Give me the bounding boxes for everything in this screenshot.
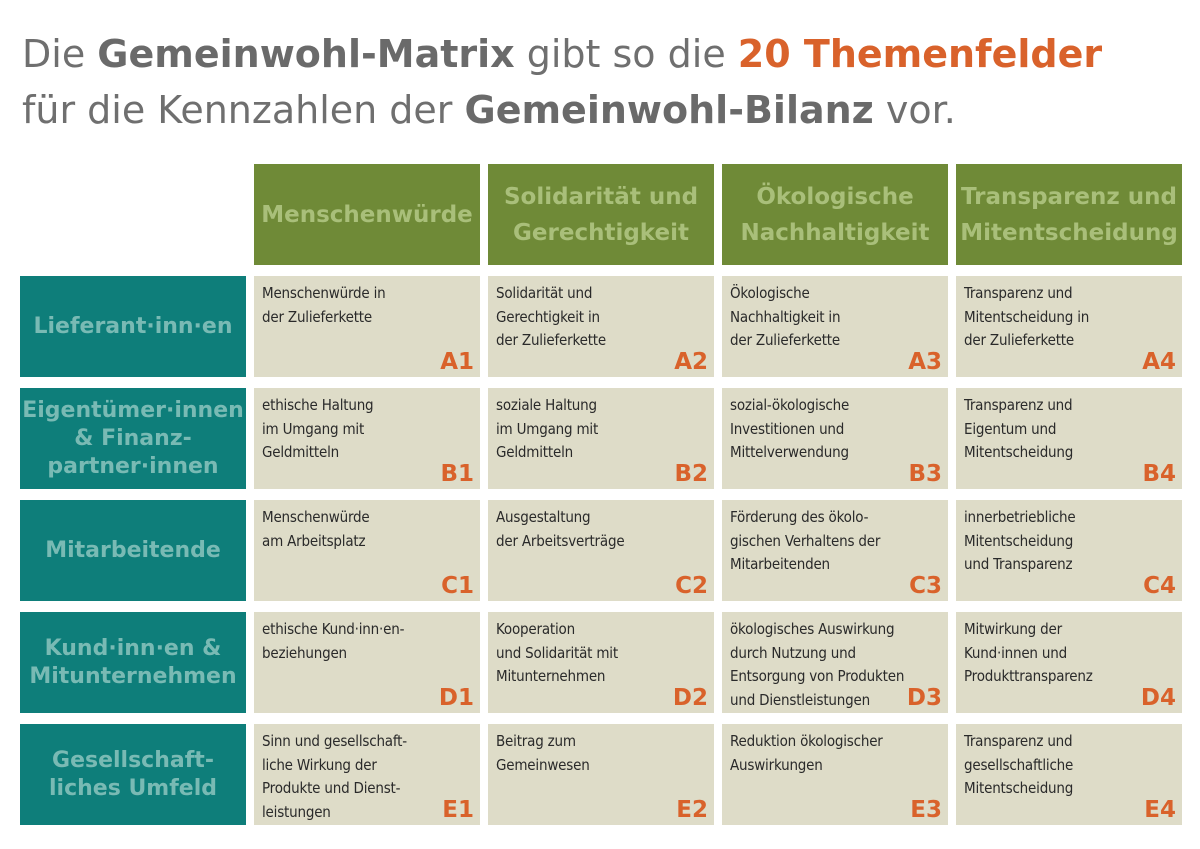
- headline-line-2: [22, 82, 1182, 138]
- cell-code: C3: [909, 573, 942, 599]
- headline-matrix-term: Gemeinwohl-Matrix: [97, 32, 515, 76]
- cell-code: D1: [438, 685, 474, 711]
- cell-code: B2: [674, 461, 708, 487]
- headline: [22, 26, 1182, 138]
- cell-description: Mitwirkung der Kund·innen und Produkttransparenz: [964, 620, 1093, 685]
- cell-description: Transparenz und Eigentum und Mitentscheidung: [964, 396, 1074, 461]
- matrix-cell-d1: [254, 612, 480, 713]
- cell-description: Menschenwürde am Arbeitsplatz: [262, 508, 370, 550]
- cell-code: C4: [1143, 573, 1176, 599]
- cell-code: C2: [675, 573, 708, 599]
- column-header-transparenz: Transparenz und Mitentscheidung: [956, 164, 1182, 265]
- cell-description: Kooperation und Solidarität mit Mitunternehmen: [496, 620, 618, 685]
- column-header-solidaritaet: Solidarität und Gerechtigkeit: [488, 164, 714, 265]
- matrix-cell-c3: [722, 500, 948, 601]
- matrix-cell-a2: [488, 276, 714, 377]
- cell-code: B1: [440, 461, 474, 487]
- cell-description: Transparenz und Mitentscheidung in der Zulieferkette: [964, 284, 1090, 349]
- cell-code: D4: [1140, 685, 1176, 711]
- cell-code: E4: [1144, 797, 1176, 823]
- cell-code: A2: [674, 349, 708, 375]
- matrix-cell-a3: [722, 276, 948, 377]
- cell-description: Transparenz und gesellschaftliche Mitentscheidung: [964, 732, 1074, 797]
- matrix-grid: [20, 164, 1182, 825]
- cell-description: Reduktion ökologischer Auswirkungen: [730, 732, 883, 774]
- matrix-cell-d3: [722, 612, 948, 713]
- row-header-lieferanten: Lieferant·inn·en: [20, 276, 246, 377]
- cell-code: E2: [676, 797, 708, 823]
- cell-code: A3: [908, 349, 942, 375]
- row-header-eigentuemer: Eigentümer·innen & Finanz- partner·innen: [20, 388, 246, 489]
- column-header-menschenwuerde: Menschenwürde: [254, 164, 480, 265]
- cell-description: Ökologische Nachhaltigkeit in der Zulieferkette: [730, 284, 841, 349]
- matrix-cell-b2: [488, 388, 714, 489]
- matrix-cell-b1: [254, 388, 480, 489]
- cell-description: ökologisches Auswirkung durch Nutzung und Entsorgung von Produkten und Dienstleistungen: [730, 620, 905, 709]
- cell-code: C1: [441, 573, 474, 599]
- cell-description: Ausgestaltung der Arbeitsverträge: [496, 508, 625, 550]
- headline-bilanz-term: Gemeinwohl-Bilanz: [464, 88, 874, 132]
- matrix-cell-d2: [488, 612, 714, 713]
- row-header-mitarbeitende: Mitarbeitende: [20, 500, 246, 601]
- cell-code: A4: [1142, 349, 1176, 375]
- cell-description: Beitrag zum Gemeinwesen: [496, 732, 590, 774]
- headline-text: für die Kennzahlen der: [22, 88, 465, 132]
- cell-description: ethische Kund·inn·en- beziehungen: [262, 620, 405, 662]
- cell-code: D3: [906, 685, 942, 711]
- cell-description: ethische Haltung im Umgang mit Geldmitteln: [262, 396, 374, 461]
- matrix-cell-a1: [254, 276, 480, 377]
- cell-code: B3: [908, 461, 942, 487]
- cell-code: A1: [440, 349, 474, 375]
- headline-highlight: 20 Themenfelder: [737, 32, 1103, 76]
- matrix-cell-b4: [956, 388, 1182, 489]
- row-header-kunden: Kund·inn·en & Mitunternehmen: [20, 612, 246, 713]
- cell-description: Solidarität und Gerechtigkeit in der Zulieferkette: [496, 284, 606, 349]
- matrix-corner: [20, 164, 246, 265]
- headline-line-1: [22, 26, 1182, 82]
- matrix-cell-c2: [488, 500, 714, 601]
- cell-description: soziale Haltung im Umgang mit Geldmitteln: [496, 396, 599, 461]
- cell-code: E3: [910, 797, 942, 823]
- column-header-oekologie: Ökologische Nachhaltigkeit: [722, 164, 948, 265]
- headline-text: Die: [22, 32, 98, 76]
- matrix-cell-d4: [956, 612, 1182, 713]
- headline-text: gibt so die: [514, 32, 738, 76]
- cell-description: innerbetriebliche Mitentscheidung und Transparenz: [964, 508, 1076, 573]
- matrix-cell-e1: [254, 724, 480, 825]
- matrix-cell-c4: [956, 500, 1182, 601]
- cell-code: E1: [442, 797, 474, 823]
- cell-description: Menschenwürde in der Zulieferkette: [262, 284, 386, 326]
- matrix-cell-e2: [488, 724, 714, 825]
- cell-description: Förderung des ökolo- gischen Verhaltens der Mitarbeitenden: [730, 508, 881, 573]
- cell-code: D2: [672, 685, 708, 711]
- cell-description: Sinn und gesellschaft- liche Wirkung der Produkte und Dienst- leistungen: [262, 732, 407, 821]
- cell-code: B4: [1142, 461, 1176, 487]
- matrix-cell-e3: [722, 724, 948, 825]
- headline-text: vor.: [873, 88, 956, 132]
- matrix-cell-e4: [956, 724, 1182, 825]
- cell-description: sozial-ökologische Investitionen und Mittelverwendung: [730, 396, 850, 461]
- row-header-gesellschaft: Gesellschaft- liches Umfeld: [20, 724, 246, 825]
- matrix-cell-c1: [254, 500, 480, 601]
- matrix-cell-b3: [722, 388, 948, 489]
- matrix-cell-a4: [956, 276, 1182, 377]
